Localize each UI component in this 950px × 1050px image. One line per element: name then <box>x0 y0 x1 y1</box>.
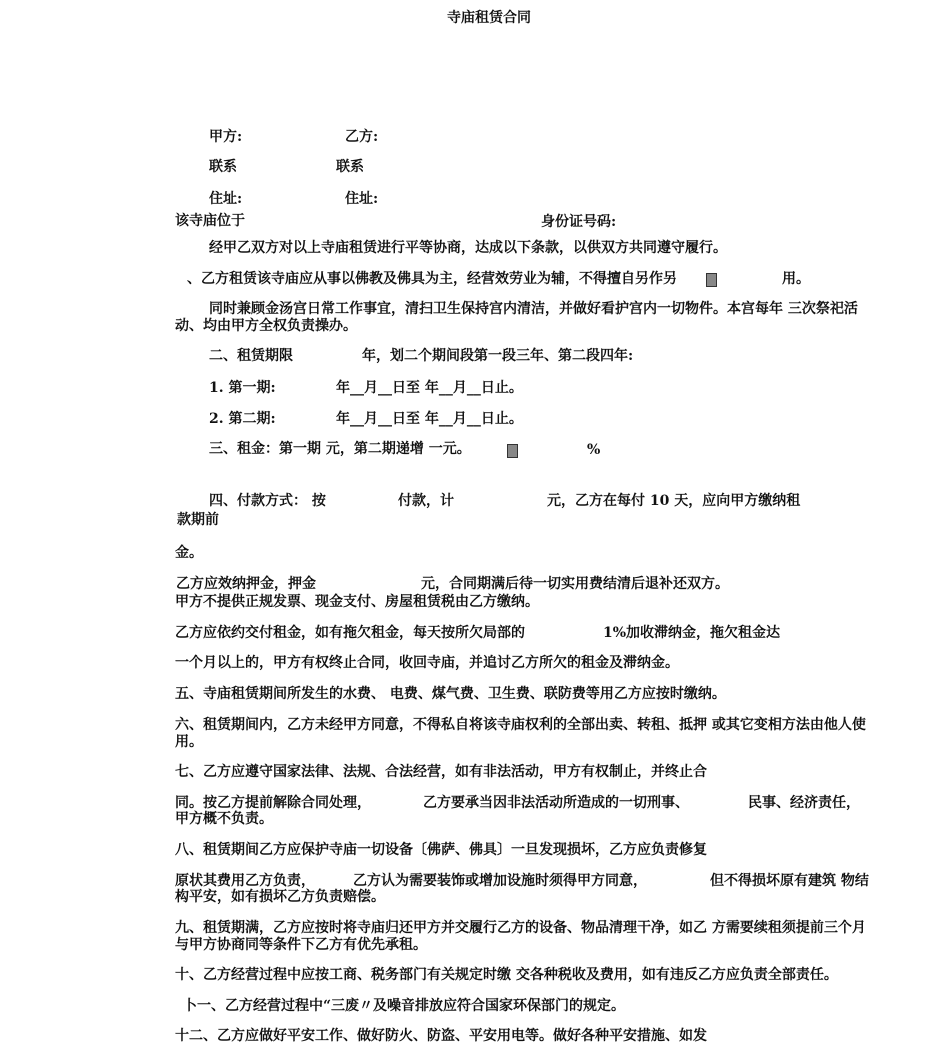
clause-9-expiry: 九、租赁期满，乙方应按时将寺庙归还甲方并交履行乙方的设备、物品清理干净，如乙 方需要续租须提前三个月与甲方协商同等条件下乙方有优先承租。 <box>175 920 866 953</box>
deposit-text: 乙方应效纳押金，押金 <box>176 576 316 592</box>
id-number-label: 身份证号码: <box>541 214 617 230</box>
clause-4-before-period: 款期前 <box>177 512 219 528</box>
clause-4-payment-count: 付款，计 <box>398 493 454 509</box>
invoice-text: 甲方不提供正规发票、现金支付、房屋租赁税由乙方缴纳。 <box>175 594 539 610</box>
clause-10-taxes: 十、乙方经营过程中应按工商、税务部门有关规定时缴 交各种税收及费用，如有违反乙方应负责全部责任。 <box>175 967 838 983</box>
deposit-text-end: 元，合同期满后待一切实用费结清后退补还双方。 <box>421 576 729 592</box>
clause-1-continuation: 同时兼顾金汤宫日常工作事宜，清扫卫生保持宫内清洁，并做好看护宫内一切物件。本宫每年 三次祭祀活动、均由甲方全权负责操办。 <box>175 301 858 334</box>
clause-8-compensation: 构平安，如有损坏乙方负责赔偿。 <box>175 889 385 905</box>
clause-12-safety: 十二、乙方应做好平安工作、做好防火、防盗、平安用电等。做好各种平安措施、如发 <box>175 1028 707 1044</box>
clause-8-equipment: 八、租赁期间乙方应保护寺庙一切设备〔佛萨、佛具〕一旦发现损坏，乙方应负责修复 <box>175 842 707 858</box>
party-b-label: 乙方: <box>345 129 379 145</box>
clause-8-renovation: 乙方认为需要装饰或增加设施时须得甲方同意， <box>353 873 647 889</box>
clause-2-lease-term-detail: 年，划二个期间段第一段三年、第二段四年: <box>362 348 634 364</box>
clause-3-rent: 三、租金：第一期 元，第二期递增 一元。 <box>209 441 471 457</box>
clause-4-end: 金。 <box>175 545 203 561</box>
clause-3-percent: % <box>587 442 601 458</box>
late-fee-rate: 1%加收滞纳金，拖欠租金达 <box>603 625 781 641</box>
period-2-dates: 年__月__日至 年__月__日止。 <box>336 411 523 427</box>
clause-5-utilities: 五、寺庙租赁期间所发生的水费、 电费、煤气费、卫生费、联防费等用乙方应按时缴纳。 <box>175 686 726 702</box>
clause-11-environment: 卜一、乙方经营过程中“三废〃及噪音排放应符合国家环保部门的规定。 <box>183 998 626 1014</box>
blank-box-icon <box>706 273 717 287</box>
intro-paragraph: 经甲乙双方对以上寺庙租赁进行平等协商，达成以下条款，以供双方共同遵守履行。 <box>209 240 727 256</box>
contact-a-label: 联系 <box>209 159 237 175</box>
clause-7-liability: 乙方要承当因非法活动所造成的一切刑事、 <box>423 795 689 811</box>
clause-8-cost: 原状其费用乙方负责， <box>175 873 315 889</box>
clause-1-text: 、乙方租赁该寺庙应从事以佛教及佛具为主，经营效劳业为辅，不得擅自另作另 <box>187 271 677 287</box>
clause-8-structure: 但不得损坏原有建筑 物结 <box>710 873 869 889</box>
document-title: 寺庙租赁合同 <box>447 10 531 26</box>
clause-2-lease-term: 二、租赁期限 <box>209 348 293 364</box>
clause-7-disclaimer: 甲方概不负责。 <box>175 811 273 827</box>
party-a-label: 甲方: <box>209 129 243 145</box>
clause-7-termination: 同。按乙方提前解除合同处理， <box>175 795 371 811</box>
clause-4-payment-amount: 元，乙方在每付 10 天，应向甲方缴纳租 <box>547 493 801 509</box>
period-1-label: 1. 第一期: <box>209 380 276 396</box>
late-fee-text: 乙方应依约交付租金，如有拖欠租金，每天按所欠局部的 <box>175 625 525 641</box>
address-a-label: 住址: <box>209 191 243 207</box>
clause-4-payment: 四、付款方式： 按 <box>209 493 326 509</box>
clause-6-sublease: 六、租赁期间内，乙方未经甲方同意，不得私自将该寺庙权利的全部出卖、转租、抵押 或其它变相方法由他人使用。 <box>175 717 866 750</box>
contact-b-label: 联系 <box>336 159 364 175</box>
temple-location-label: 该寺庙位于 <box>175 213 245 229</box>
late-fee-termination: 一个月以上的，甲方有权终止合同，收回寺庙，并追讨乙方所欠的租金及滞纳金。 <box>175 655 679 671</box>
address-b-label: 住址: <box>345 191 379 207</box>
clause-7-liability-types: 民事、经济责任， <box>748 795 860 811</box>
period-1-dates: 年__月__日至 年__月__日止。 <box>336 380 523 396</box>
clause-7-legal: 七、乙方应遵守国家法律、法规、合法经营，如有非法活动，甲方有权制止，并终止合 <box>175 764 707 780</box>
blank-box-icon <box>507 444 518 458</box>
clause-1-end: 用。 <box>782 271 810 287</box>
period-2-label: 2. 第二期: <box>209 411 276 427</box>
